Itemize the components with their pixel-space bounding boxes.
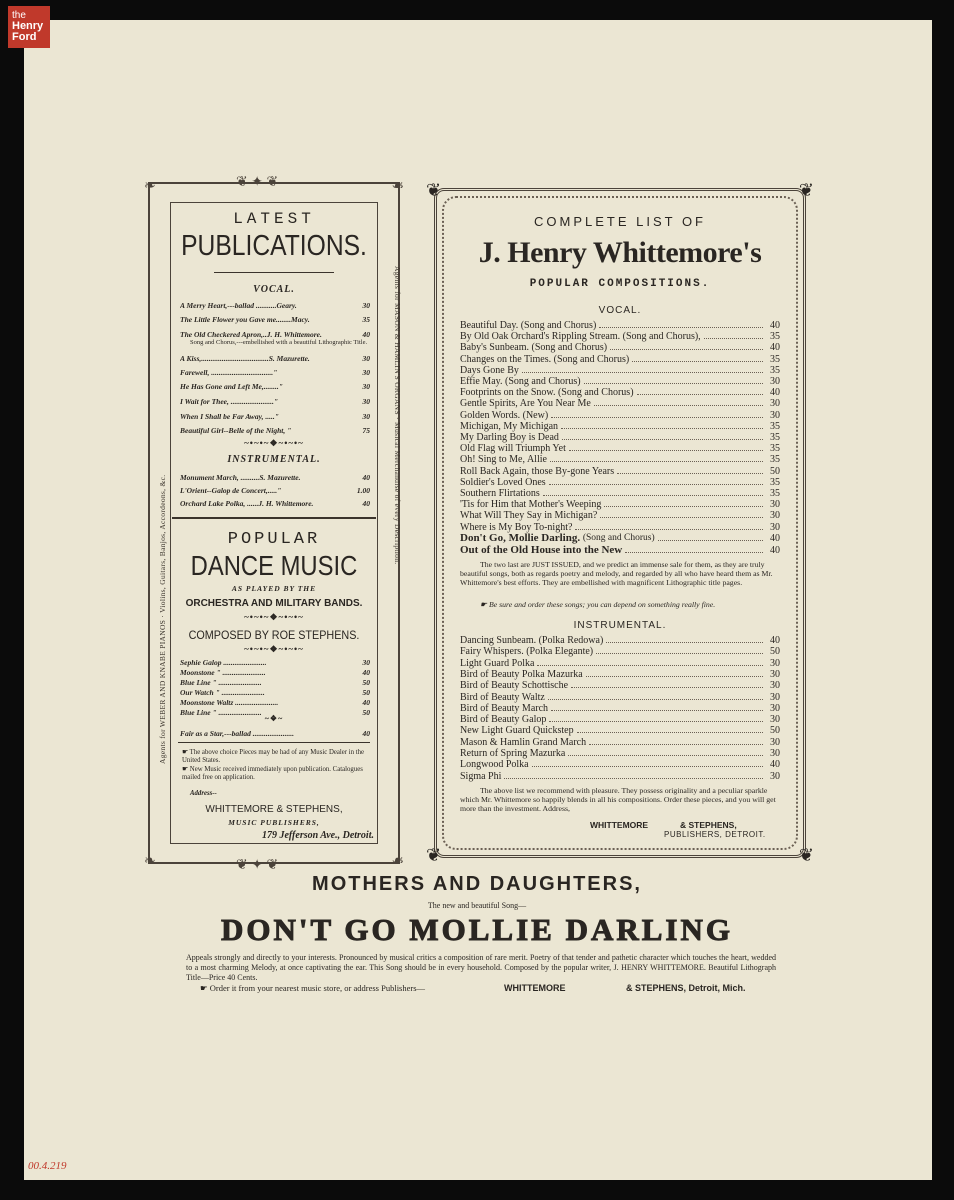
list-item: He Has Gone and Left Me,........" 30 <box>180 382 370 391</box>
ornament-corner-icon: ❦ <box>798 845 814 865</box>
song-title: DON'T GO MOLLIE DARLING <box>221 912 733 947</box>
list-item: Beautiful Day. (Song and Chorus) 40 <box>460 320 780 331</box>
complete-list-heading: COMPLETE LIST OF <box>533 214 706 229</box>
list-item: When I Shall be Far Away, ....." 30 <box>180 412 370 421</box>
dance-music-heading: DANCE MUSIC <box>190 550 358 581</box>
address-label: Address-- <box>190 790 217 797</box>
ornament-corner-icon: ☙ <box>391 854 404 869</box>
list-item: 'Tis for Him that Mother's Weeping 30 <box>460 499 780 511</box>
list-item: Bird of Beauty March 30 <box>460 702 780 714</box>
side-text-left: Agents for WEBER AND KNABE PIANOS · Violins, Guitars, Banjos, Accordeons, &c. <box>158 474 167 764</box>
vocal-heading: VOCAL. <box>598 305 642 316</box>
henry-ford-logo: the Henry Ford <box>8 6 50 48</box>
list-item: Blue Line " ....................... 50 <box>180 708 370 717</box>
list-item: Roll Back Again, those By-gone Years 50 <box>460 465 780 477</box>
list-item: Bird of Beauty Schottische 30 <box>460 680 780 692</box>
order-note: ☛ Be sure and order these songs; you can depend on something really fine. <box>480 600 716 609</box>
list-item: I Wait for Thee, ......................." 30 <box>180 397 370 406</box>
popular-compositions-heading: POPULAR COMPOSITIONS. <box>529 278 711 290</box>
instrumental-heading: INSTRUMENTAL. <box>573 620 667 631</box>
orchestra-text: ORCHESTRA AND MILITARY BANDS. <box>185 598 363 609</box>
list-item: Sephie Galop ....................... 30 <box>180 658 370 667</box>
list-item: What Will They Say in Michigan? 30 <box>460 510 780 522</box>
list-item: Where is My Boy To-night? 30 <box>460 521 780 533</box>
list-item: Bird of Beauty Galop 30 <box>460 714 780 726</box>
divider <box>172 517 376 519</box>
ornament-corner-icon: ❧ <box>144 179 156 194</box>
song-description: Appeals strongly and directly to your interests. Pronounced by musical critics a composition of rare merit. Poetry of that tender and pathetic character which touches the heart, wedded to a most charming Melody, at once captivating the ear. This Song should be in every household. Composed by the popular writer, J. HENRY WHITTEMORE. Beautiful Lithograph Title—Price 40 Cents. <box>186 953 776 982</box>
catalog-number: 00.4.219 <box>28 1160 67 1172</box>
list-item: Moonstone Waltz ....................... 40 <box>180 698 370 707</box>
list-item: Monument March, ..........S. Mazurette. 40 <box>180 473 370 482</box>
list-item: Michigan, My Michigan 35 <box>460 420 780 432</box>
list-item: Days Gone By 35 <box>460 364 780 376</box>
list-item: By Old Oak Orchard's Rippling Stream. (Song and Chorus), 35 <box>460 331 780 343</box>
as-played-text: AS PLAYED BY THE <box>231 584 317 593</box>
note-text: ☛ The above choice Pieces may be had of any Music Dealer in the United States. <box>182 749 365 764</box>
signature-firm: WHITTEMORE <box>590 820 649 830</box>
list-item: Farewell, ................................." 30 <box>180 368 370 377</box>
list-item: A Merry Heart,---ballad ...........Geary. 30 <box>180 301 370 310</box>
list-item: Light Guard Polka 30 <box>460 657 780 669</box>
ornament-corner-icon: ❦ <box>426 845 442 865</box>
popular-heading: POPULAR <box>227 530 321 549</box>
new-song-text: The new and beautiful Song— <box>427 901 527 910</box>
divider-ornament: ~•~•~❖~•~•~ <box>244 438 304 448</box>
recommendation-note: The above list we recommend with pleasure. They possess originality and a peculiar sparkle which Mr. Whittemore so happily blends in all his compositions. Order these pieces, and you will get more than the investment. Address, <box>460 786 776 813</box>
list-item: Old Flag will Triumph Yet 35 <box>460 443 780 455</box>
list-item: Moonstone " ....................... 40 <box>180 668 370 677</box>
divider <box>178 742 370 743</box>
divider-ornament: ~❖~ <box>264 714 284 723</box>
list-item: Soldier's Loved Ones 35 <box>460 476 780 488</box>
publications-heading: PUBLICATIONS. <box>181 230 367 262</box>
list-item: Return of Spring Mazurka 30 <box>460 748 780 759</box>
list-item: New Light Guard Quickstep 50 <box>460 725 780 737</box>
divider <box>214 272 334 273</box>
list-item: Orchard Lake Polka, ......J. H. Whittemore. 40 <box>180 499 370 508</box>
signature-publishers: PUBLISHERS, DETROIT. <box>664 830 766 839</box>
music-publishers: MUSIC PUBLISHERS, <box>228 818 320 827</box>
list-item: L'Orient--Galop de Concert,....." 1.00 <box>180 486 370 495</box>
list-item: Beautiful Girl--Belle of the Night, " 75 <box>180 426 370 435</box>
divider-ornament: ~•~•~❖~•~•~ <box>244 612 304 622</box>
ornament-corner-icon: ❧ <box>144 854 156 869</box>
publisher-location: & STEPHENS, Detroit, Mich. <box>626 983 746 993</box>
list-item: The Little Flower you Gave me........Macy. 35 <box>180 315 370 324</box>
mothers-daughters-heading: MOTHERS AND DAUGHTERS, <box>312 873 642 895</box>
list-item: Gentle Spirits, Are You Near Me 30 <box>460 398 780 410</box>
note-text: ☛ New Music received immediately upon publication. Catalogues mailed free on application. <box>182 766 363 781</box>
ornament-top: ❦ ✦ ❦ <box>236 175 279 190</box>
ornament-corner-icon: ❦ <box>426 180 442 200</box>
list-item: Sigma Phi 30 <box>460 770 780 782</box>
list-item: Blue Line " ....................... 50 <box>180 678 370 687</box>
panel-inner-border <box>170 202 378 844</box>
divider-ornament: ~•~•~❖~•~•~ <box>244 644 304 654</box>
list-item: Bird of Beauty Waltz 30 <box>460 691 780 703</box>
ornament-corner-icon: ❦ <box>798 180 814 200</box>
signature-firm: & STEPHENS, <box>680 820 737 830</box>
list-item: A Kiss,....................................S. Mazurette. 30 <box>180 354 370 363</box>
firm-name: WHITTEMORE & STEPHENS, <box>205 804 343 815</box>
list-item: Changes on the Times. (Song and Chorus) 35 <box>460 353 780 365</box>
featured-item: Out of the Old House into the New 40 <box>460 544 780 556</box>
list-item: My Darling Boy is Dead 35 <box>460 432 780 443</box>
whittemore-compositions-panel <box>426 180 814 866</box>
list-item: Dancing Sunbeam. (Polka Redowa) 40 <box>460 635 780 646</box>
publisher-name: WHITTEMORE <box>504 983 566 993</box>
order-text: ☛ Order it from your nearest music store, or address Publishers— <box>200 983 426 993</box>
latest-heading: LATEST <box>233 210 315 228</box>
list-item: Mason & Hamlin Grand March 30 <box>460 736 780 748</box>
list-item: Fair as a Star,---ballad ...................... 40 <box>180 729 370 738</box>
list-item: Baby's Sunbeam. (Song and Chorus) 40 <box>460 342 780 354</box>
list-item: Bird of Beauty Polka Mazurka 30 <box>460 668 780 680</box>
ornament-bottom: ❦ ✦ ❦ <box>236 858 279 873</box>
list-item: Longwood Polka 40 <box>460 759 780 771</box>
list-item: The Old Checkered Apron,..J. H. Whittemore. 40 <box>180 330 370 339</box>
list-item: Golden Words. (New) 30 <box>460 409 780 421</box>
street-address: 179 Jefferson Ave., Detroit. <box>261 830 374 841</box>
list-item: Our Watch " ....................... 50 <box>180 688 370 697</box>
list-item: Oh! Sing to Me, Allie 35 <box>460 454 780 466</box>
ornament-corner-icon: ☙ <box>391 179 404 194</box>
composer-name-heading: J. Henry Whittemore's <box>478 236 762 269</box>
list-item: Southern Flirtations 35 <box>460 488 780 499</box>
featured-item: Don't Go, Mollie Darling. (Song and Chorus) 40 <box>460 532 780 544</box>
list-item: Footprints on the Snow. (Song and Chorus) 40 <box>460 387 780 399</box>
instrumental-heading: INSTRUMENTAL. <box>227 454 321 465</box>
list-item: Fairy Whispers. (Polka Elegante) 50 <box>460 646 780 658</box>
latest-publications-panel: ❦ ✦ ❦ ❦ ✦ ❦ ❧ ☙ ❧ ☙ Agents for WEBER AND KNABE PIANOS · Violins, Guitars, Banjos, Accordeons, &c. Agents for MASON & HAMLIN'S ORGANS · Musical Merchandise of every Description. LATEST PUBLICATIONS. VOCAL. A Merry Heart,---ballad ...........Geary. 30 The Little Flower you Gave me........Macy. 35 The Old Checkered Apron,..J. H. Whittemore. 40 Song and Chorus,---embellished with a beautiful Lithographic Title. A Kiss,....................................S. Mazurette. 30 Farewell, ................................." 30 He Has Gone and Left Me,........" 30 I Wait for Thee, ......................." 30 When I Shall be Far Away, ....." 30 Beautiful Girl--Belle of the Night, " 75 ~•~•~❖~•~•~ INSTRUMENTAL. Monument March, ..........S. Mazurette. 40 L'Orient--Galop de Concert,....." 1.00 Orchard Lake Polka, ......J. H. Whittemore. 40 POPULAR DANCE MUSIC AS PLAYED BY THE ORCHESTRA AND MILITARY BANDS. ~•~•~❖~•~•~ COMPOSED BY ROE STEPHENS. ~•~•~❖~•~•~ Sephie Galop ....................... 30 Moonstone " ....................... 40 Blue Line " ....................... 50 Our Watch " ....................... 50 Moonstone Waltz ....................... 40 Blue Line " ....................... 50 ~❖~ Fair as a Star,---ballad ...................... 40 ☛ The above choice Pieces may be had of any Music Dealer in the United States. ☛ New Music received immediately upon publication. Catalogues mailed free on application. Address-- WHITTEMORE & STEPHENS, MUSIC PUBLISHERS, 179 Jefferson Ave., Detroit. <box>144 175 404 873</box>
featured-note: The two last are JUST ISSUED, and we predict an immense sale for them, as they are truly beautiful songs, both as regards poetry and melody, and regarded by all who have heard them as Mr. Whittemore's best efforts. They are embellished with magnificent Lithographic title pages. <box>460 560 773 587</box>
vocal-heading: VOCAL. <box>253 284 295 295</box>
list-item: Effie May. (Song and Chorus) 30 <box>460 376 780 387</box>
composed-by-text: COMPOSED BY ROE STEPHENS. <box>188 628 360 642</box>
apron-note: Song and Chorus,---embellished with a beautiful Lithographic Title. <box>190 339 368 346</box>
